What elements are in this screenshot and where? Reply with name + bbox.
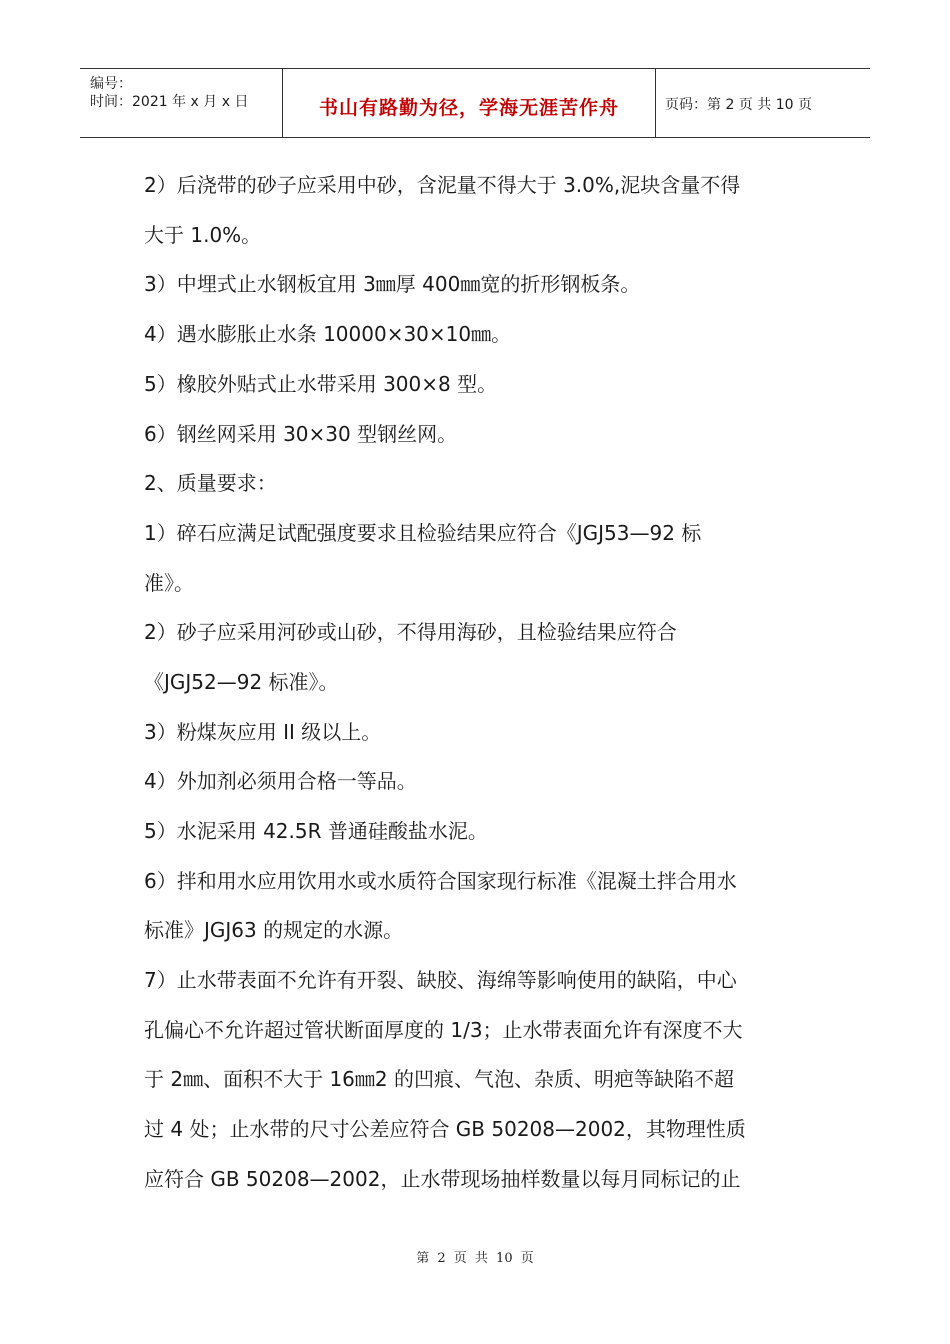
header-motto-cell xyxy=(282,69,656,137)
body-line: 5）橡胶外贴式止水带采用 300×8 型。 xyxy=(144,372,498,396)
body-line: 应符合 GB 50208—2002，止水带现场抽样数量以每月同标记的止 xyxy=(144,1167,741,1191)
body-line: 孔偏心不允许超过管状断面厚度的 1/3；止水带表面允许有深度不大 xyxy=(144,1018,743,1042)
page-footer: 第 2 页 共 10 页 xyxy=(416,1251,534,1266)
body-line: 6）拌和用水应用饮用水或水质符合国家现行标准《混凝土拌合用水 xyxy=(144,869,737,893)
body-line: 1）碎石应满足试配强度要求且检验结果应符合《JGJ53—92 标 xyxy=(144,521,702,545)
body-line: 标准》JGJ63 的规定的水源。 xyxy=(144,918,404,942)
body-line: 准》。 xyxy=(144,571,194,595)
header-motto: 书山有路勤为径，学海无涯苦作舟 xyxy=(318,97,619,119)
document-date-label: 时间：2021 年 x 月 x 日 xyxy=(90,94,249,110)
body-line: 3）中埋式止水钢板宜用 3㎜厚 400㎜宽的折形钢板条。 xyxy=(144,272,641,296)
body-line: 《JGJ52—92 标准》。 xyxy=(144,670,339,694)
body-line: 2）砂子应采用河砂或山砂，不得用海砂，且检验结果应符合 xyxy=(144,620,677,644)
body-line: 过 4 处；止水带的尺寸公差应符合 GB 50208—2002，其物理性质 xyxy=(144,1117,746,1141)
body-line: 6）钢丝网采用 30×30 型钢丝网。 xyxy=(144,422,458,446)
header-page-info: 页码：第 2 页 共 10 页 xyxy=(665,97,812,113)
body-line: 2）后浇带的砂子应采用中砂，含泥量不得大于 3.0%,泥块含量不得 xyxy=(144,173,741,197)
header-table xyxy=(80,68,870,138)
body-line: 5）水泥采用 42.5R 普通硅酸盐水泥。 xyxy=(144,819,488,843)
body-line: 4）遇水膨胀止水条 10000×30×10㎜。 xyxy=(144,322,512,346)
body-line: 大于 1.0%。 xyxy=(144,223,262,247)
header-page-cell xyxy=(655,69,870,137)
body-line: 3）粉煤灰应用 II 级以上。 xyxy=(144,720,382,744)
body-line: 4）外加剂必须用合格一等品。 xyxy=(144,769,417,793)
header-left-cell xyxy=(80,69,282,137)
body-line: 于 2㎜、面积不大于 16㎜2 的凹痕、气泡、杂质、明疤等缺陷不超 xyxy=(144,1067,734,1091)
section-heading: 2、质量要求： xyxy=(144,471,277,495)
document-number-label: 编号： xyxy=(90,76,132,92)
body-line: 7）止水带表面不允许有开裂、缺胶、海绵等影响使用的缺陷，中心 xyxy=(144,968,737,992)
